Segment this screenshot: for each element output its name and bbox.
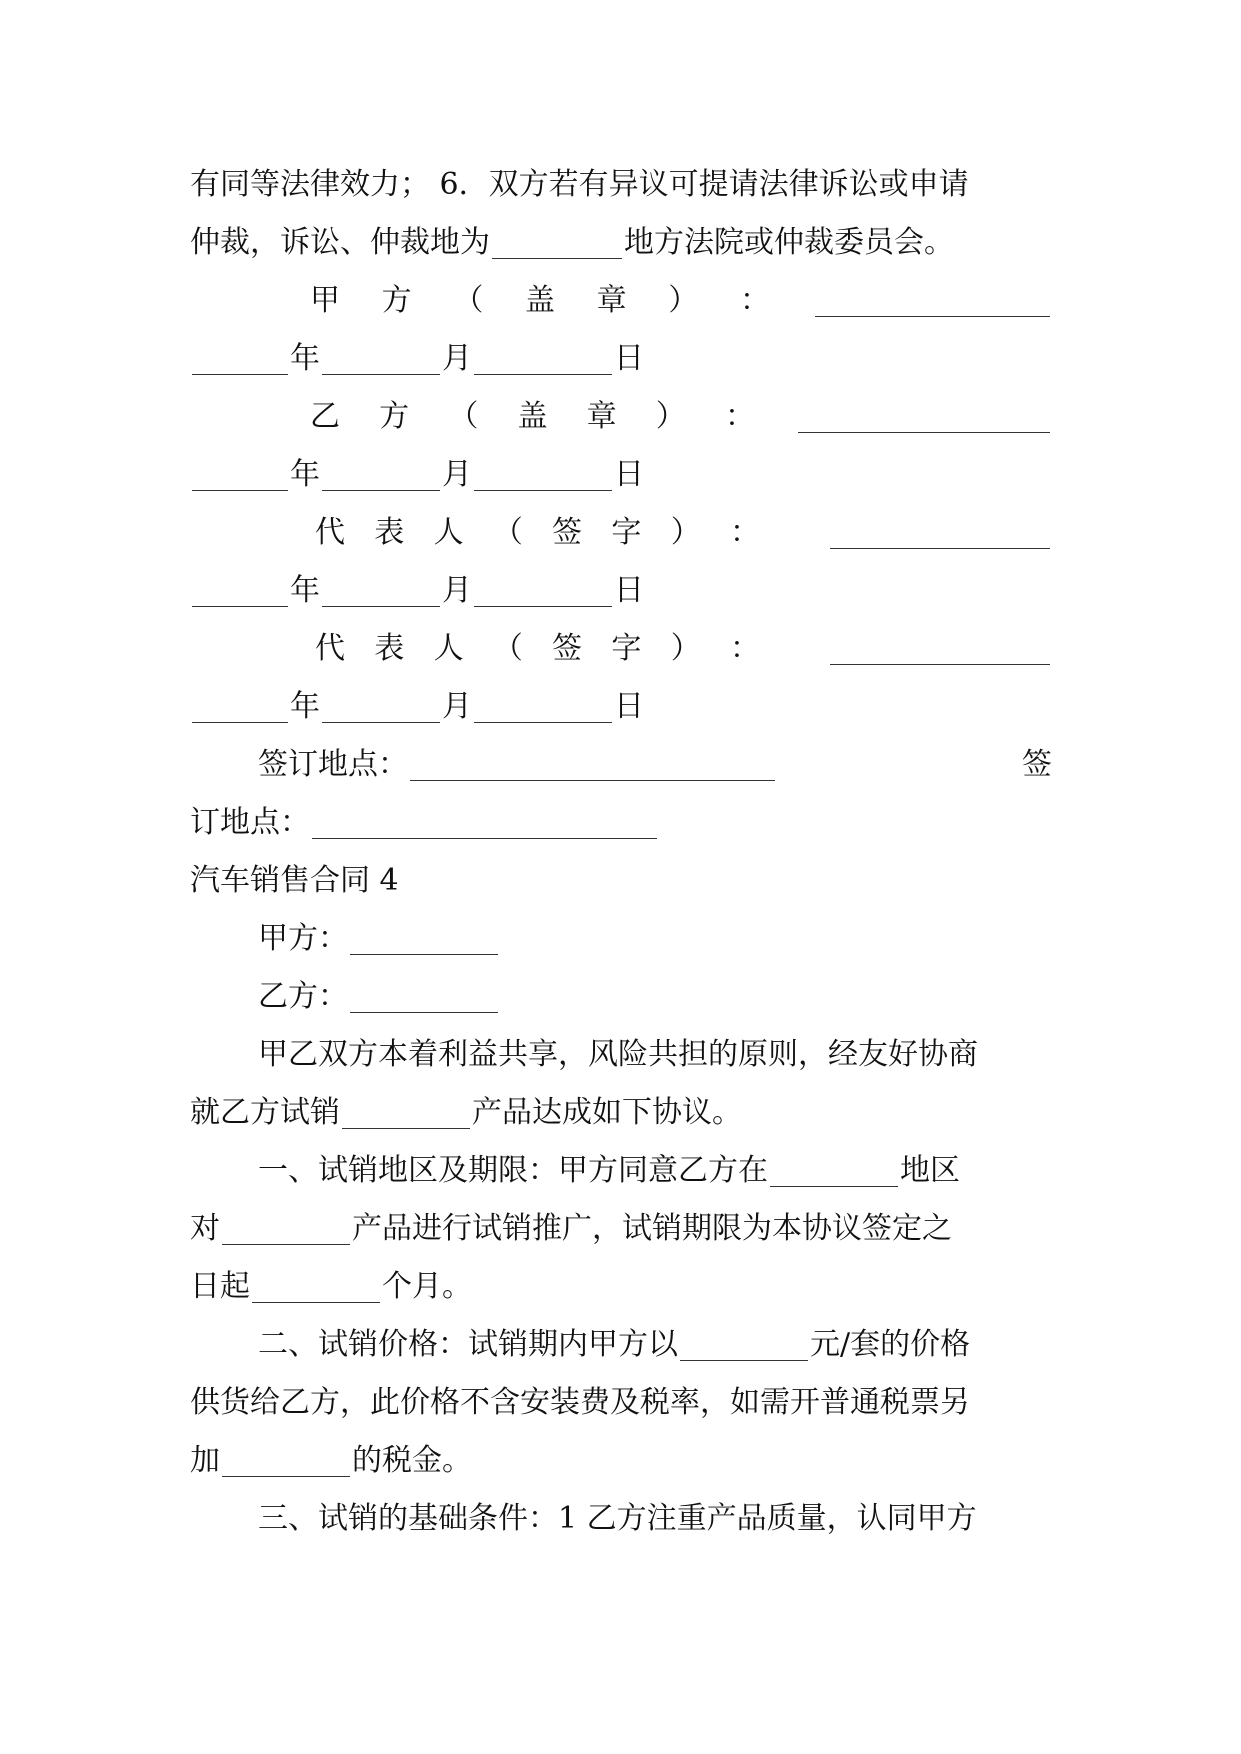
date-line [190, 446, 1052, 504]
year-label: 年 [290, 457, 320, 492]
contract-title [190, 852, 1052, 910]
paragraph-text: 甲乙双方本着利益共享，风险共担的原则，经友好协商 [258, 1037, 978, 1072]
party-b-seal-label [310, 388, 755, 446]
document-page [190, 156, 1052, 1548]
day-blank[interactable] [474, 576, 612, 607]
price-blank[interactable] [680, 1330, 808, 1361]
label-char: ） [670, 631, 701, 666]
label-char: 乙 [310, 399, 340, 434]
month-label: 月 [442, 457, 472, 492]
party-b-seal-line [190, 388, 1052, 446]
paragraph-line [190, 1084, 1052, 1142]
party-b-label: 乙方： [258, 979, 348, 1014]
label-char: 盖 [524, 283, 555, 318]
label-char: ： [729, 631, 760, 666]
label-char: 字 [611, 515, 642, 550]
label-char: ） [670, 515, 701, 550]
paragraph-text: 一、试销地区及期限：甲方同意乙方在 [258, 1153, 768, 1188]
label-char: ） [655, 399, 686, 434]
representative-sign-label [315, 620, 760, 678]
party-b-line [190, 968, 1052, 1026]
sign-place-label-2-end: 订地点： [190, 805, 310, 840]
year-blank[interactable] [192, 692, 288, 723]
paragraph-line [190, 1200, 1052, 1258]
party-a-blank[interactable] [350, 924, 498, 955]
paragraph-text: 日起 [190, 1269, 250, 1304]
date-line [190, 562, 1052, 620]
paragraph-line [190, 1490, 1052, 1548]
arbitration-text-end: 地方法院或仲裁委员会。 [624, 225, 954, 260]
paragraph-line [190, 1374, 1052, 1432]
label-char: 盖 [517, 399, 548, 434]
day-blank[interactable] [474, 692, 612, 723]
label-char: （ [492, 631, 523, 666]
paragraph-text: 二、试销价格：试销期内甲方以 [258, 1327, 678, 1362]
product-blank-2[interactable] [222, 1214, 350, 1245]
representative-sign-blank[interactable] [830, 634, 1050, 665]
party-b-blank[interactable] [350, 982, 498, 1013]
day-blank[interactable] [474, 344, 612, 375]
label-char: 签 [552, 515, 583, 550]
label-char: 甲 [310, 283, 340, 318]
paragraph-text: 地区 [900, 1153, 960, 1188]
label-char: （ [448, 399, 479, 434]
label-char: （ [453, 283, 484, 318]
clause-6-text: 有同等法律效力； 6．双方若有异议可提请法律诉讼或申请 [190, 167, 969, 202]
party-a-label: 甲方： [258, 921, 348, 956]
representative-sign-line [190, 504, 1052, 562]
month-blank[interactable] [322, 692, 440, 723]
sign-place-blank-2[interactable] [312, 808, 657, 839]
label-char: ： [739, 283, 770, 318]
party-a-seal-label [310, 272, 770, 330]
month-label: 月 [442, 573, 472, 608]
paragraph-line [190, 1026, 1052, 1084]
month-label: 月 [442, 341, 472, 376]
label-char: 人 [433, 515, 464, 550]
months-blank[interactable] [252, 1272, 380, 1303]
party-a-line [190, 910, 1052, 968]
party-b-seal-blank[interactable] [798, 402, 1050, 433]
contract-title-text: 汽车销售合同 4 [190, 863, 399, 898]
day-blank[interactable] [474, 460, 612, 491]
label-char: 方 [381, 283, 412, 318]
month-blank[interactable] [322, 576, 440, 607]
sign-place-line [190, 736, 1052, 794]
label-char: 方 [379, 399, 410, 434]
year-blank[interactable] [192, 576, 288, 607]
text-line [190, 156, 1052, 214]
label-char: 字 [611, 631, 642, 666]
year-label: 年 [290, 573, 320, 608]
paragraph-line [190, 1316, 1052, 1374]
paragraph-line [190, 1432, 1052, 1490]
date-line [190, 678, 1052, 736]
representative-sign-line [190, 620, 1052, 678]
sign-place-label: 签订地点： [258, 747, 408, 782]
month-label: 月 [442, 689, 472, 724]
year-blank[interactable] [192, 344, 288, 375]
tax-blank[interactable] [222, 1446, 350, 1477]
sign-place-line-2 [190, 794, 1052, 852]
day-label: 日 [614, 573, 644, 608]
arbitration-text: 仲裁，诉讼、仲裁地为 [190, 225, 490, 260]
day-label: 日 [614, 457, 644, 492]
product-blank[interactable] [342, 1098, 470, 1129]
representative-sign-label [315, 504, 760, 562]
label-char: 表 [374, 631, 405, 666]
party-a-seal-blank[interactable] [815, 286, 1050, 317]
paragraph-line [190, 1142, 1052, 1200]
date-line [190, 330, 1052, 388]
paragraph-text: 加 [190, 1443, 220, 1478]
month-blank[interactable] [322, 460, 440, 491]
paragraph-text: 个月。 [382, 1269, 472, 1304]
paragraph-text: 的税金。 [352, 1443, 472, 1478]
day-label: 日 [614, 689, 644, 724]
month-blank[interactable] [322, 344, 440, 375]
label-char: ： [729, 515, 760, 550]
label-char: 表 [374, 515, 405, 550]
representative-sign-blank[interactable] [830, 518, 1050, 549]
paragraph-text: 元/套的价格 [810, 1327, 971, 1362]
label-char: 章 [596, 283, 627, 318]
party-a-seal-line [190, 272, 1052, 330]
label-char: 人 [433, 631, 464, 666]
paragraph-text: 产品达成如下协议。 [472, 1095, 742, 1130]
label-char: 代 [315, 515, 345, 550]
paragraph-text: 产品进行试销推广，试销期限为本协议签定之 [352, 1211, 952, 1246]
arbitration-place-blank[interactable] [492, 228, 622, 259]
text-line [190, 214, 1052, 272]
paragraph-text: 就乙方试销 [190, 1095, 340, 1130]
label-char: 章 [586, 399, 617, 434]
label-char: ： [724, 399, 755, 434]
sign-place-label-2-start: 签 [1022, 747, 1052, 782]
label-char: ） [668, 283, 699, 318]
paragraph-text: 供货给乙方，此价格不含安装费及税率，如需开普通税票另 [190, 1385, 970, 1420]
label-char: （ [492, 515, 523, 550]
label-char: 签 [552, 631, 583, 666]
label-char: 代 [315, 631, 345, 666]
region-blank[interactable] [770, 1156, 898, 1187]
day-label: 日 [614, 341, 644, 376]
year-label: 年 [290, 341, 320, 376]
year-label: 年 [290, 689, 320, 724]
year-blank[interactable] [192, 460, 288, 491]
paragraph-line [190, 1258, 1052, 1316]
paragraph-text: 三、试销的基础条件：1 乙方注重产品质量，认同甲方 [258, 1501, 977, 1536]
sign-place-blank[interactable] [410, 750, 775, 781]
paragraph-text: 对 [190, 1211, 220, 1246]
